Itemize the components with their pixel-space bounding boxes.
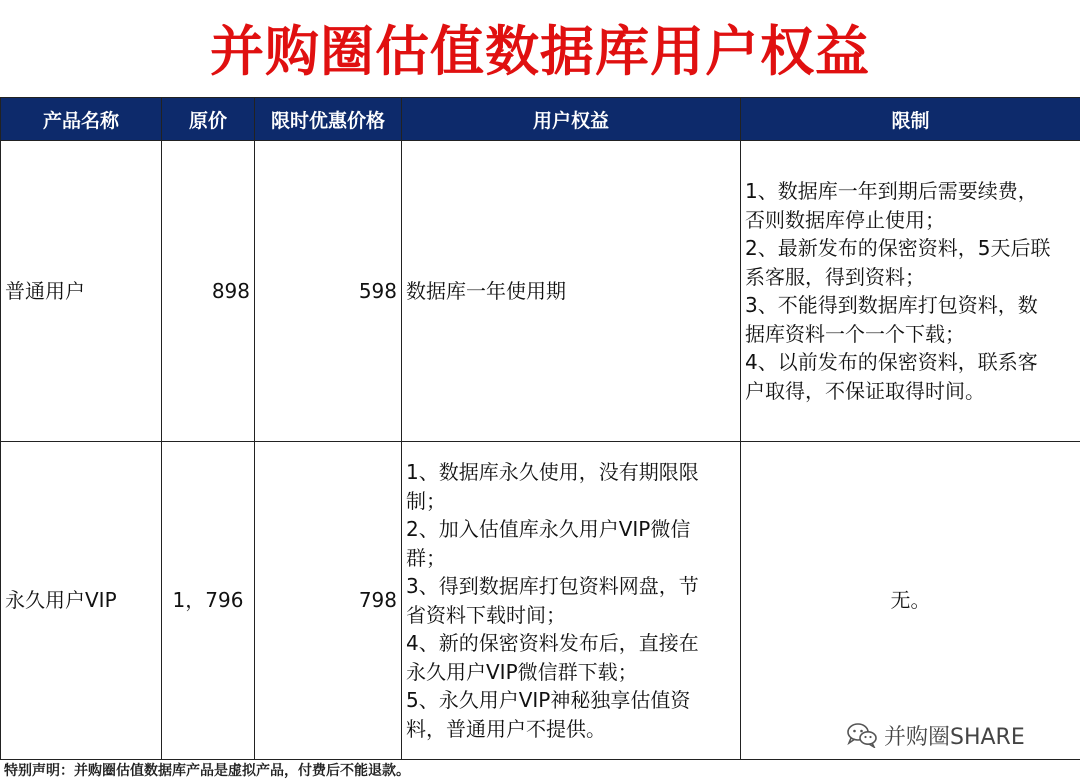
benefit-line: 4、新的保密资料发布后，直接在 [406,631,699,655]
benefit-line: 永久用户VIP微信群下载； [406,659,638,684]
limit-line: 系客服，得到资料； [745,264,925,289]
benefit-line: 省资料下载时间； [406,602,566,627]
table-header-row [1,98,1080,141]
benefits-cell [402,141,741,442]
benefit-line: 制； [406,488,446,513]
original-price: 898 [162,141,255,442]
benefit-line: 5、永久用户VIP神秘独享估值资 [406,688,691,712]
limits-cell: 无。 [741,442,1080,760]
header-original-price: 原价 [162,98,255,141]
benefits-cell [402,442,741,760]
table-row [1,141,1080,442]
limit-line: 2、最新发布的保密资料，5天后联 [745,236,1051,260]
limit-line: 否则数据库停止使用； [745,207,945,232]
wechat-icon [846,722,878,748]
benefit-line: 群； [406,545,446,570]
benefit-line: 2、加入估值库永久用户VIP微信 [406,517,691,541]
watermark-text: 并购圈SHARE [884,724,1025,750]
benefit-line: 1、数据库永久使用，没有期限限 [406,460,699,484]
header-sale-price: 限时优惠价格 [255,98,402,141]
benefit-line: 数据库一年使用期 [406,278,566,303]
product-name: 永久用户VIP [1,442,162,760]
header-limits: 限制 [741,98,1080,141]
limit-line: 4、以前发布的保密资料，联系客 [745,350,1038,374]
benefit-line: 料，普通用户不提供。 [406,716,606,741]
disclaimer: 特别声明：并购圈估值数据库产品是虚拟产品，付费后不能退款。 [4,763,410,779]
header-user-benefits: 用户权益 [402,98,741,141]
original-price: 1，796 [162,442,255,760]
sale-price: 798 [255,442,402,760]
limits-cell [741,141,1080,442]
limit-line: 户取得，不保证取得时间。 [745,378,985,403]
product-name: 普通用户 [1,141,162,442]
sale-price: 598 [255,141,402,442]
watermark [846,720,1025,750]
limit-line: 3、不能得到数据库打包资料，数 [745,293,1038,317]
table-row [1,442,1080,760]
benefits-table [0,97,1080,760]
limit-line: 据库资料一个一个下载； [745,321,965,346]
header-product-name: 产品名称 [1,98,162,141]
limit-line: 1、数据库一年到期后需要续费， [745,179,1038,203]
page-title: 并购圈估值数据库用户权益 [210,20,870,83]
benefit-line: 3、得到数据库打包资料网盘，节 [406,574,699,598]
